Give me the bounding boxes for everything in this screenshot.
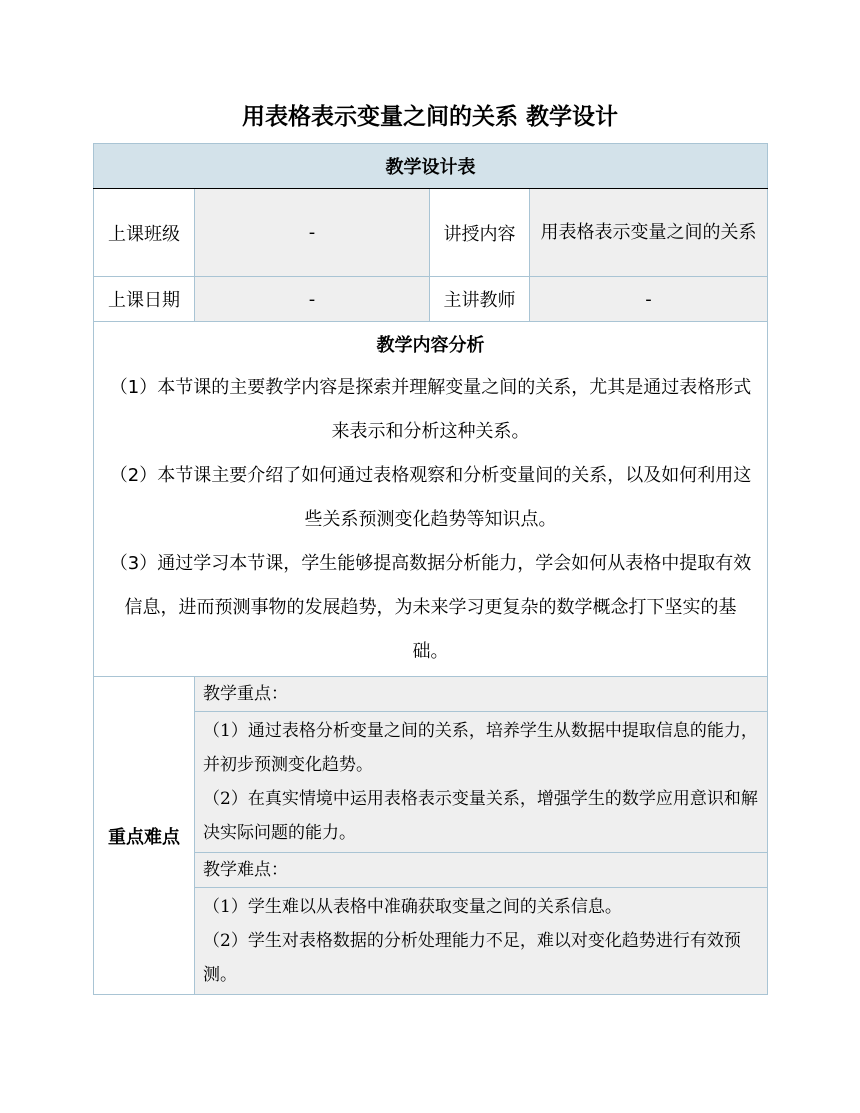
difficulty-item: （1）学生难以从表格中准确获取变量之间的关系信息。 — [203, 897, 622, 917]
focus-content — [195, 712, 768, 853]
table-header: 教学设计表 — [94, 144, 768, 189]
focus-item: （1）通过表格分析变量之间的关系，培养学生从数据中提取信息的能力，并初步预测变化趋势。 — [203, 721, 758, 775]
analysis-paragraph: （3）通过学习本节课，学生能够提高数据分析能力，学会如何从表格中提取有效信息，进而预测事物的发展趋势，为未来学习更复杂的数学概念打下坚实的基础。 — [109, 553, 752, 662]
focus-title: 教学重点： — [195, 677, 768, 712]
analysis-paragraph: （2）本节课主要介绍了如何通过表格观察和分析变量间的关系，以及如何利用这些关系预测变化趋势等知识点。 — [109, 465, 752, 530]
teacher-label: 主讲教师 — [430, 277, 530, 322]
key-points-label: 重点难点 — [94, 677, 195, 995]
content-value: 用表格表示变量之间的关系 — [530, 189, 768, 277]
content-label: 讲授内容 — [430, 189, 530, 277]
class-label: 上课班级 — [94, 189, 195, 277]
difficulty-content — [195, 888, 768, 995]
teacher-value: - — [530, 277, 768, 322]
content-analysis — [94, 322, 768, 677]
class-value: - — [195, 189, 430, 277]
date-label: 上课日期 — [94, 277, 195, 322]
difficulty-title: 教学难点： — [195, 853, 768, 888]
teaching-design-table — [93, 143, 768, 995]
analysis-title: 教学内容分析 — [376, 335, 485, 356]
focus-item: （2）在真实情境中运用表格表示变量关系，增强学生的数学应用意识和解决实际问题的能力。 — [203, 789, 758, 843]
date-value: - — [195, 277, 430, 322]
analysis-paragraph: （1）本节课的主要教学内容是探索并理解变量之间的关系，尤其是通过表格形式来表示和分析这种关系。 — [109, 377, 752, 442]
page-title: 用表格表示变量之间的关系 教学设计 — [241, 104, 618, 130]
difficulty-item: （2）学生对表格数据的分析处理能力不足，难以对变化趋势进行有效预测。 — [203, 931, 741, 985]
